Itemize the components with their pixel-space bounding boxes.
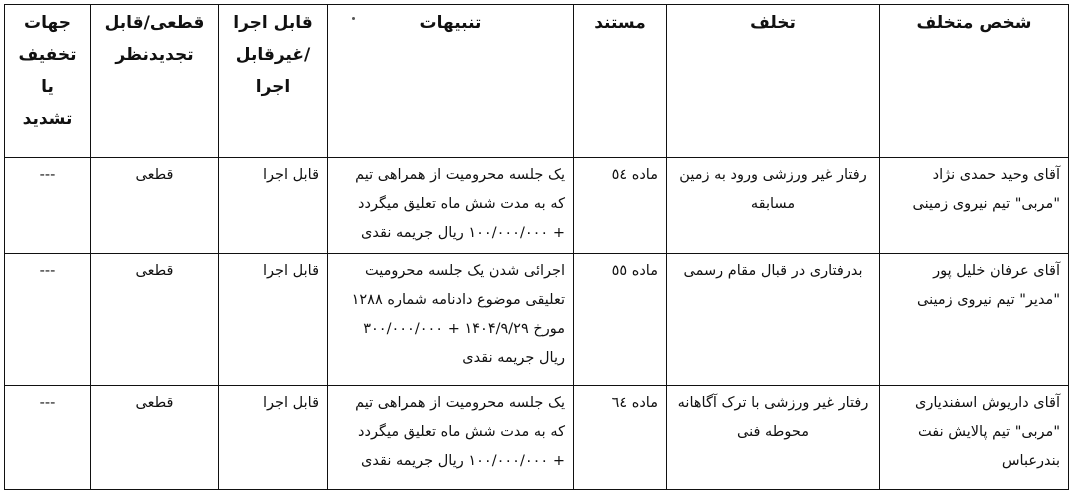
person-line: آقای داریوش اسفندیاری — [915, 395, 1060, 411]
penalty-line: مورخ ۱۴۰۴/۹/۲۹ + ۳۰۰/۰۰۰/۰۰۰ — [363, 321, 565, 337]
header-executable-line: اجرا — [255, 77, 291, 97]
header-executable-line: قابل اجرا — [233, 13, 313, 33]
cell-violation — [667, 254, 880, 386]
cell-violation — [667, 158, 880, 254]
header-final — [91, 5, 219, 158]
header-row — [5, 5, 1069, 158]
violation-line: رفتار غیر ورزشی ورود به زمین — [679, 167, 867, 183]
person-line: آقای عرفان خلیل پور — [933, 263, 1060, 279]
cell-penalty — [328, 386, 574, 490]
cell-violation — [667, 386, 880, 490]
header-executable-line: /غیرقابل — [235, 45, 311, 65]
violation-line: مسابقه — [750, 196, 796, 212]
cell-executable: قابل اجرا — [219, 254, 328, 386]
penalty-line: که به مدت شش ماه تعلیق میگردد — [358, 424, 565, 440]
table-row — [5, 386, 1069, 490]
cell-final: قطعی — [91, 386, 219, 490]
header-penalty: تنبیهات — [328, 5, 574, 158]
header-mitigation-line: تشدید — [22, 109, 73, 129]
table-row — [5, 254, 1069, 386]
header-mitigation — [5, 5, 91, 158]
penalty-line: ریال جریمه نقدی — [462, 350, 565, 366]
cell-penalty — [328, 254, 574, 386]
penalty-line: تعلیقی موضوع دادنامه شماره ۱۲۸۸ — [351, 292, 565, 308]
header-executable — [219, 5, 328, 158]
table-row — [5, 158, 1069, 254]
penalty-line: اجرائی شدن یک جلسه محرومیت — [365, 263, 565, 279]
cell-penalty — [328, 158, 574, 254]
penalty-line: یک جلسه محرومیت از همراهی تیم — [355, 395, 565, 411]
cell-mitigation: --- — [5, 386, 91, 490]
penalty-line: یک جلسه محرومیت از همراهی تیم — [355, 167, 565, 183]
verdicts-table — [4, 4, 1069, 490]
cell-person — [880, 254, 1069, 386]
violation-line: رفتار غیر ورزشی با ترک آگاهانه — [677, 395, 869, 411]
violation-line: محوطه فنی — [737, 424, 809, 440]
violation-line: بدرفتاری در قبال مقام رسمی — [683, 263, 863, 279]
cell-executable: قابل اجرا — [219, 386, 328, 490]
penalty-line: + ۱۰۰/۰۰۰/۰۰۰ ریال جریمه نقدی — [361, 225, 565, 241]
cell-final: قطعی — [91, 158, 219, 254]
penalty-line: که به مدت شش ماه تعلیق میگردد — [358, 196, 565, 212]
header-violation: تخلف — [667, 5, 880, 158]
header-mitigation-line: تخفیف — [18, 45, 77, 65]
cell-final: قطعی — [91, 254, 219, 386]
cell-article: ماده ٥٥ — [574, 254, 667, 386]
person-line: "مربی" تیم پالایش نفت — [918, 424, 1060, 440]
header-article: مستند — [574, 5, 667, 158]
header-final-line: قطعی/قابل — [104, 13, 205, 33]
person-line: "مدیر" تیم نیروی زمینی — [916, 292, 1060, 308]
header-final-line: تجدیدنظر — [115, 45, 194, 65]
cell-executable: قابل اجرا — [219, 158, 328, 254]
header-person: شخص متخلف — [880, 5, 1069, 158]
person-line: "مربی" تیم نیروی زمینی — [912, 196, 1060, 212]
cell-mitigation: --- — [5, 158, 91, 254]
cell-article: ماده ٦٤ — [574, 386, 667, 490]
cell-article: ماده ٥٤ — [574, 158, 667, 254]
header-mitigation-line: جهات — [24, 13, 71, 33]
penalty-line: + ۱۰۰/۰۰۰/۰۰۰ ریال جریمه نقدی — [361, 453, 565, 469]
person-line: بندرعباس — [1001, 453, 1060, 469]
person-line: آقای وحید حمدی نژاد — [932, 167, 1060, 183]
cell-person — [880, 386, 1069, 490]
cell-mitigation: --- — [5, 254, 91, 386]
cell-person — [880, 158, 1069, 254]
header-mitigation-line: یا — [41, 77, 54, 97]
